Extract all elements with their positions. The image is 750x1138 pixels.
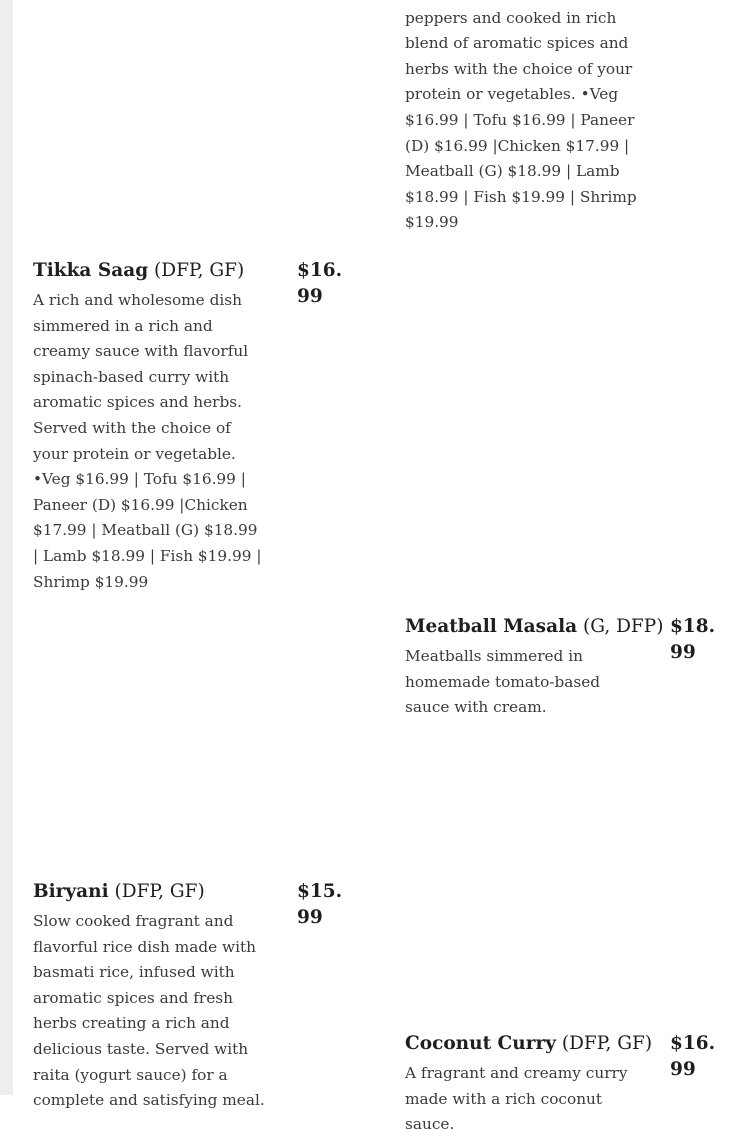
menu-item-name: Tikka Saag (33, 260, 149, 281)
menu-item-price: $18.99 (670, 616, 716, 663)
menu-item-partial-description: peppers and cooked in rich blend of aromatic spices and herbs with the choice of your protein or vegetables. •Veg $16.99 | Tofu $16.99 | Paneer (D) $16.99 |Chicken $17.99 | Meatball (G) $18.99 | Lamb $18.99 | Fish $19.99 | Shrimp $19.99 (405, 8, 637, 232)
menu-item-price: $15.99 (297, 881, 343, 928)
menu-item-tags: (DFP, GF) (114, 881, 205, 902)
menu-item-price: $16.99 (670, 1033, 716, 1080)
menu-item-meatball-masala (405, 614, 735, 721)
menu-item-description: Slow cooked fragrant and flavorful rice dish made with basmati rice, infused with aromatic spices and fresh herbs creating a rich and delicious taste. Served with raita (yogurt sauce) for a complete and satisfying meal. (33, 912, 265, 1110)
menu-item-name: Meatball Masala (405, 616, 578, 637)
menu-item-name: Coconut Curry (405, 1033, 556, 1054)
menu-item-name: Biryani (33, 881, 109, 902)
menu-item-description: Meatballs simmered in homemade tomato-based sauce with cream. (405, 647, 601, 717)
menu-item-tikka-saag (33, 258, 363, 595)
menu-item-tags: (G, DFP) (582, 616, 664, 637)
left-margin-strip (0, 0, 13, 1095)
menu-item-biryani (33, 879, 363, 1114)
menu-item-tags: (DFP, GF) (561, 1033, 653, 1054)
menu-item-tags: (DFP, GF) (154, 260, 245, 281)
menu-item-description: A fragrant and creamy curry made with a rich coconut sauce. (405, 1064, 628, 1134)
menu-item-coconut-curry (405, 1031, 735, 1138)
menu-item-description: A rich and wholesome dish simmered in a rich and creamy sauce with flavorful spinach-based curry with aromatic spices and herbs. Served with the choice of your protein or vegetable. •Veg $16.99 | Tofu $16.99 | Paneer (D) $16.99 |Chicken $17.99 | Meatball (G) $18.99 | Lamb $18.99 | Fish $19.99 | Shrimp $19.99 (33, 291, 262, 591)
menu-item-price: $16.99 (297, 260, 343, 307)
